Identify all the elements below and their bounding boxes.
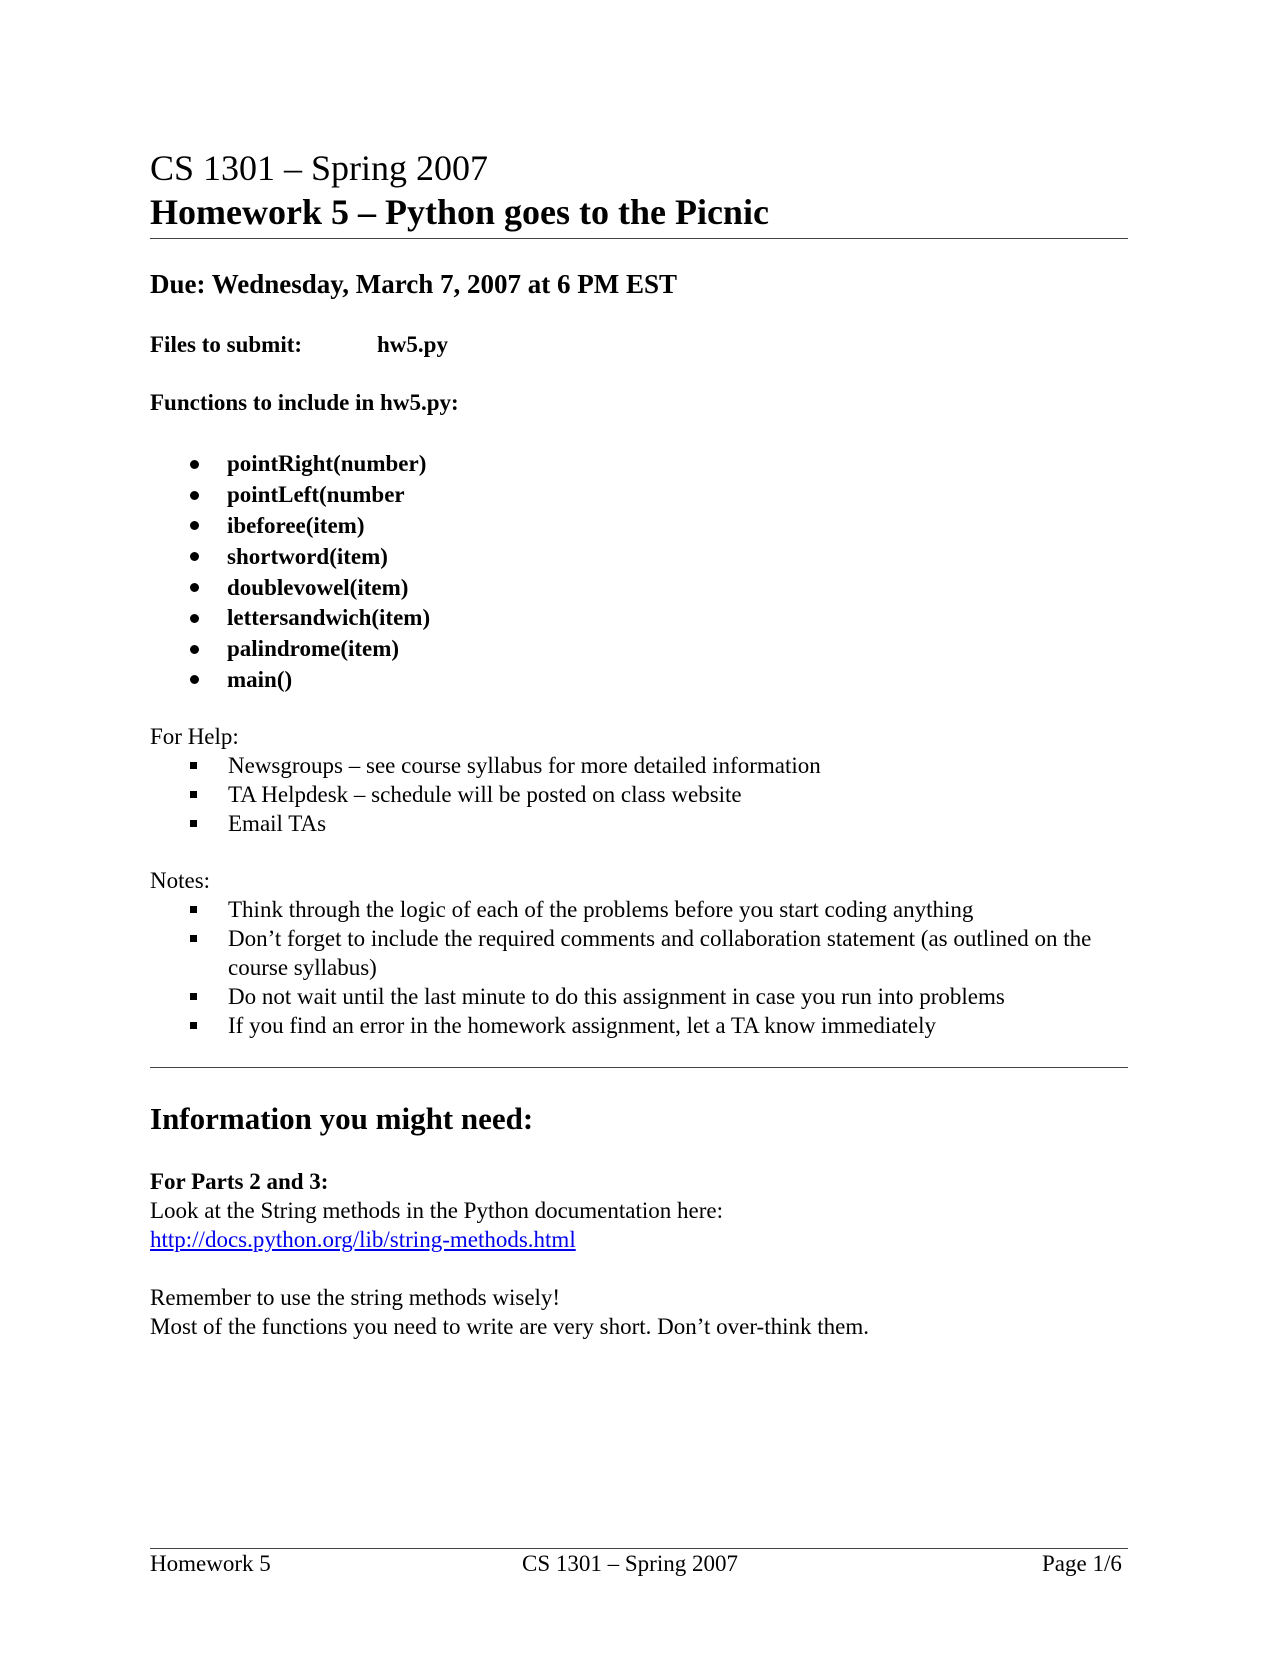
list-item [190, 809, 1120, 838]
bullet-icon [190, 675, 199, 684]
bullet-icon [190, 491, 199, 500]
function-name: lettersandwich(item) [227, 605, 431, 631]
footer-divider [150, 1548, 1128, 1549]
note-item-text: Think through the logic of each of the problems before you start coding anything [228, 897, 974, 922]
note-item-text: If you find an error in the homework assignment, let a TA know immediately [228, 1013, 937, 1038]
functions-list [190, 449, 430, 695]
footer-center: CS 1301 – Spring 2007 [522, 1551, 738, 1576]
list-item [190, 665, 430, 696]
list-item [190, 924, 1120, 982]
list-item [190, 603, 430, 634]
square-bullet-icon [190, 820, 197, 827]
square-bullet-icon [190, 1022, 197, 1029]
list-item [190, 511, 430, 542]
bullet-icon [190, 614, 199, 623]
list-item [190, 449, 430, 480]
lookup-text: Look at the String methods in the Python documentation here: [150, 1198, 723, 1223]
square-bullet-icon [190, 791, 197, 798]
files-label: Files to submit: [150, 332, 303, 357]
bullet-icon [190, 521, 199, 530]
notes-list [190, 895, 1120, 1040]
function-name: shortword(item) [227, 543, 388, 569]
bullet-icon [190, 460, 199, 469]
files-value: hw5.py [377, 332, 448, 357]
info-heading: Information you might need: [150, 1101, 534, 1136]
list-item [190, 572, 430, 603]
help-item-text: TA Helpdesk – schedule will be posted on class website [228, 782, 742, 807]
remember-text: Remember to use the string methods wisely! [150, 1285, 561, 1310]
parts-heading: For Parts 2 and 3: [150, 1169, 329, 1194]
function-name: palindrome(item) [227, 636, 400, 662]
bullet-icon [190, 552, 199, 561]
function-name: doublevowel(item) [227, 574, 409, 600]
square-bullet-icon [190, 935, 197, 942]
note-item-text: Do not wait until the last minute to do this assignment in case you run into problems [228, 984, 1005, 1009]
section-divider [150, 1067, 1128, 1068]
list-item [190, 541, 430, 572]
short-note-text: Most of the functions you need to write are very short. Don’t over-think them. [150, 1314, 869, 1339]
list-item [190, 751, 1120, 780]
list-item [190, 480, 430, 511]
bullet-icon [190, 583, 199, 592]
bullet-icon [190, 645, 199, 654]
list-item [190, 634, 430, 665]
help-list [190, 751, 1120, 838]
list-item [190, 982, 1120, 1011]
footer-right: Page 1/6 [1042, 1551, 1122, 1576]
functions-heading: Functions to include in hw5.py: [150, 390, 459, 415]
due-date: Due: Wednesday, March 7, 2007 at 6 PM EST [150, 269, 678, 299]
square-bullet-icon [190, 906, 197, 913]
list-item [190, 780, 1120, 809]
list-item [190, 895, 1120, 924]
function-name: pointLeft(number [227, 482, 405, 508]
note-item-text: Don’t forget to include the required comments and collaboration statement (as outlined on the course syllabus) [228, 926, 1092, 980]
function-name: main() [227, 666, 293, 692]
footer-left: Homework 5 [150, 1551, 271, 1576]
help-heading: For Help: [150, 724, 239, 749]
square-bullet-icon [190, 762, 197, 769]
list-item [190, 1011, 1120, 1040]
square-bullet-icon [190, 993, 197, 1000]
notes-heading: Notes: [150, 868, 211, 893]
function-name: ibeforee(item) [227, 512, 365, 538]
function-name: pointRight(number) [227, 451, 427, 477]
title-divider [150, 238, 1128, 239]
help-item-text: Newsgroups – see course syllabus for more detailed information [228, 753, 821, 778]
course-title: CS 1301 – Spring 2007 [150, 148, 489, 188]
help-item-text: Email TAs [228, 811, 327, 836]
documentation-link[interactable]: http://docs.python.org/lib/string-methods.html [150, 1227, 576, 1252]
homework-title: Homework 5 – Python goes to the Picnic [150, 192, 769, 232]
